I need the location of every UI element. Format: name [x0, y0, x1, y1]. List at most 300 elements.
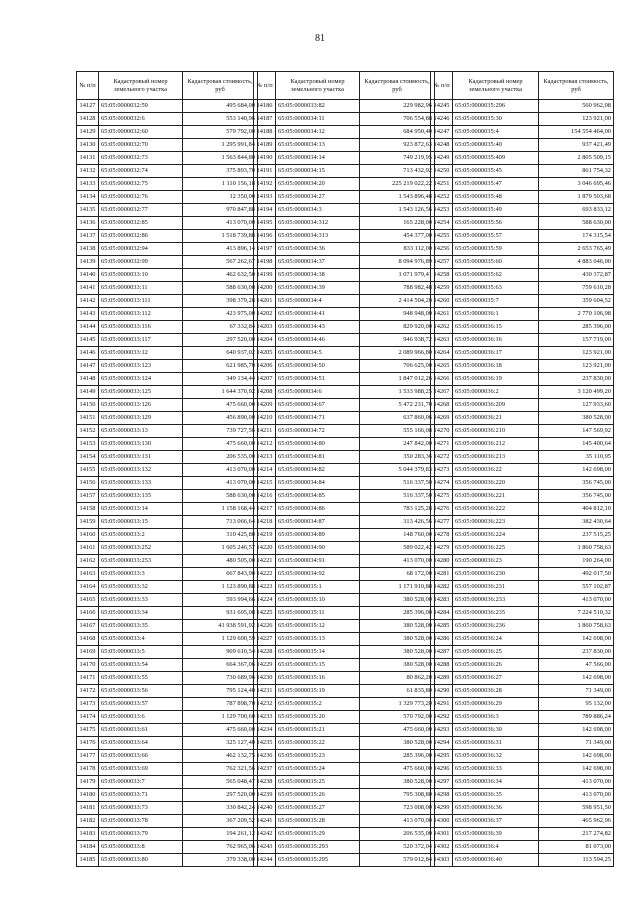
cadastral-number-cell: 65:05:0000036:224	[453, 529, 539, 542]
table-row	[77, 711, 258, 724]
cadastral-value-cell: 380 528,00	[539, 412, 614, 425]
row-number-cell: 14206	[254, 360, 276, 373]
cadastral-number-cell: 65:05:0000035:30	[453, 113, 539, 126]
table-row	[431, 789, 614, 802]
row-number-cell: 14270	[431, 425, 453, 438]
cadastral-value-cell: 174 315,54	[539, 230, 614, 243]
cadastral-value-cell: 285 396,00	[539, 321, 614, 334]
cadastral-number-cell: 65:05:0000033:80	[99, 854, 183, 867]
row-number-cell: 14233	[254, 711, 276, 724]
cadastral-number-cell: 65:05:0000033:56	[99, 685, 183, 698]
row-number-cell: 14141	[77, 282, 99, 295]
table-row	[254, 100, 435, 113]
cadastral-number-cell: 65:05:0000034:71	[276, 412, 360, 425]
row-number-cell: 14132	[77, 165, 99, 178]
cadastral-number-cell: 65:05:0000036:19	[453, 373, 539, 386]
cadastral-value-cell: 113 594,25	[539, 854, 614, 867]
cadastral-value-cell: 413 070,00	[183, 464, 258, 477]
cadastral-value-cell: 325 127,40	[183, 737, 258, 750]
row-number-cell: 14185	[77, 854, 99, 867]
table-row	[77, 672, 258, 685]
cadastral-value-cell: 749 219,95	[360, 152, 435, 165]
row-number-cell: 14264	[431, 347, 453, 360]
cadastral-value-cell: 413 896,14	[183, 243, 258, 256]
header-cadastral-value: Кадастровая стоимость, руб	[183, 72, 258, 100]
row-number-cell: 14284	[431, 607, 453, 620]
cadastral-value-cell: 1 860 758,63	[539, 542, 614, 555]
table-row	[431, 269, 614, 282]
row-number-cell: 14285	[431, 620, 453, 633]
table-row	[431, 230, 614, 243]
row-number-cell: 14174	[77, 711, 99, 724]
row-number-cell: 14138	[77, 243, 99, 256]
table-row	[431, 594, 614, 607]
cadastral-number-cell: 65:05:0000036:3	[453, 711, 539, 724]
cadastral-value-cell: 285 396,00	[360, 607, 435, 620]
row-number-cell: 14162	[77, 555, 99, 568]
cadastral-value-cell: 413 070,00	[539, 776, 614, 789]
table-row	[77, 347, 258, 360]
cadastral-value-cell: 909 610,54	[183, 646, 258, 659]
row-number-cell: 14172	[77, 685, 99, 698]
cadastral-number-cell: 65:05:0000034:91	[276, 555, 360, 568]
table-row	[254, 607, 435, 620]
cadastral-number-cell: 65:05:0000033:4	[99, 633, 183, 646]
table-row	[431, 464, 614, 477]
cadastral-value-cell: 833 112,00	[360, 243, 435, 256]
row-number-cell: 14211	[254, 425, 276, 438]
cadastral-number-cell: 65:05:0000033:12	[99, 347, 183, 360]
cadastral-number-cell: 65:05:0000036:39	[453, 828, 539, 841]
row-number-cell: 14258	[431, 269, 453, 282]
row-number-cell: 14149	[77, 386, 99, 399]
cadastral-number-cell: 65:05:0000035:29	[276, 828, 360, 841]
cadastral-number-cell: 65:05:0000035:293	[276, 841, 360, 854]
table-row	[431, 737, 614, 750]
cadastral-value-cell: 1 879 503,68	[539, 191, 614, 204]
table-row	[77, 581, 258, 594]
cadastral-number-cell: 65:05:0000035:2	[276, 698, 360, 711]
cadastral-value-cell: 462 132,75	[183, 750, 258, 763]
cadastral-value-cell: 560 962,08	[539, 100, 614, 113]
cadastral-value-cell: 142 698,00	[539, 672, 614, 685]
cadastral-value-cell: 206 535,00	[360, 828, 435, 841]
cadastral-value-cell: 123 921,00	[539, 360, 614, 373]
table-row	[77, 828, 258, 841]
row-number-cell: 14145	[77, 334, 99, 347]
cadastral-value-cell: 68 172,00	[360, 568, 435, 581]
row-number-cell: 14298	[431, 789, 453, 802]
cadastral-number-cell: 65:05:0000036:220	[453, 477, 539, 490]
row-number-cell: 14161	[77, 542, 99, 555]
cadastral-number-cell: 65:05:0000034:41	[276, 308, 360, 321]
row-number-cell: 14297	[431, 776, 453, 789]
row-number-cell: 14197	[254, 243, 276, 256]
row-number-cell: 14242	[254, 828, 276, 841]
cadastral-value-cell: 454 377,00	[360, 230, 435, 243]
table-row	[77, 594, 258, 607]
table-row	[431, 633, 614, 646]
cadastral-value-cell: 142 698,00	[539, 724, 614, 737]
cadastral-value-cell: 598 951,50	[539, 802, 614, 815]
row-number-cell: 14167	[77, 620, 99, 633]
cadastral-number-cell: 65:05:0000034:12	[276, 126, 360, 139]
cadastral-value-cell: 553 140,96	[183, 113, 258, 126]
cadastral-number-cell: 65:05:0000036:223	[453, 516, 539, 529]
row-number-cell: 14193	[254, 191, 276, 204]
table-row	[254, 815, 435, 828]
table-row	[77, 165, 258, 178]
row-number-cell: 14204	[254, 334, 276, 347]
cadastral-number-cell: 65:05:0000035:63	[453, 282, 539, 295]
table-row	[254, 659, 435, 672]
row-number-cell: 14255	[431, 230, 453, 243]
cadastral-number-cell: 65:05:0000035:45	[453, 165, 539, 178]
table-row	[254, 295, 435, 308]
table-row	[254, 698, 435, 711]
cadastral-number-cell: 65:05:0000034:84	[276, 477, 360, 490]
row-number-cell: 14192	[254, 178, 276, 191]
cadastral-number-cell: 65:05:0000034:67	[276, 399, 360, 412]
table-row	[254, 646, 435, 659]
table-body	[431, 100, 614, 867]
cadastral-number-cell: 65:05:0000036:35	[453, 789, 539, 802]
cadastral-number-cell: 65:05:0000034:312	[276, 217, 360, 230]
row-number-cell: 14262	[431, 321, 453, 334]
row-number-cell: 14296	[431, 763, 453, 776]
row-number-cell: 14158	[77, 503, 99, 516]
row-number-cell: 14181	[77, 802, 99, 815]
cadastral-number-cell: 65:05:0000034:82	[276, 464, 360, 477]
cadastral-number-cell: 65:05:0000034:92	[276, 568, 360, 581]
table-row	[77, 139, 258, 152]
cadastral-value-cell: 237 830,00	[539, 646, 614, 659]
cadastral-number-cell: 65:05:0000034:85	[276, 490, 360, 503]
table-row	[431, 620, 614, 633]
row-number-cell: 14134	[77, 191, 99, 204]
cadastral-number-cell: 65:05:0000036:221	[453, 490, 539, 503]
cadastral-number-cell: 65:05:0000033:111	[99, 295, 183, 308]
cadastral-number-cell: 65:05:0000032:6	[99, 113, 183, 126]
row-number-cell: 14213	[254, 451, 276, 464]
table-row	[431, 659, 614, 672]
row-number-cell: 14300	[431, 815, 453, 828]
cadastral-value-cell: 1 847 012,26	[360, 373, 435, 386]
table-row	[254, 321, 435, 334]
table-row	[77, 217, 258, 230]
cadastral-number-cell: 65:05:0000034:4	[276, 295, 360, 308]
table-row	[77, 555, 258, 568]
cadastral-number-cell: 65:05:0000035:7	[453, 295, 539, 308]
row-number-cell: 14238	[254, 776, 276, 789]
table-row	[254, 581, 435, 594]
cadastral-value-cell: 588 630,00	[183, 490, 258, 503]
cadastral-number-cell: 65:05:0000034:89	[276, 529, 360, 542]
row-number-cell: 14245	[431, 100, 453, 113]
cadastral-number-cell: 65:05:0000035:22	[276, 737, 360, 750]
cadastral-number-cell: 65:05:0000034:39	[276, 282, 360, 295]
table-row	[254, 347, 435, 360]
cadastral-number-cell: 65:05:0000035:10	[276, 594, 360, 607]
registry-table-1	[76, 71, 258, 867]
cadastral-number-cell: 65:05:0000034:86	[276, 503, 360, 516]
row-number-cell: 14208	[254, 386, 276, 399]
row-number-cell: 14207	[254, 373, 276, 386]
cadastral-value-cell: 330 842,24	[183, 802, 258, 815]
cadastral-number-cell: 65:05:0000036:230	[453, 568, 539, 581]
row-number-cell: 14177	[77, 750, 99, 763]
row-number-cell: 14127	[77, 100, 99, 113]
cadastral-number-cell: 65:05:0000036:16	[453, 334, 539, 347]
row-number-cell: 14236	[254, 750, 276, 763]
table-row	[431, 386, 614, 399]
cadastral-value-cell: 1 563 844,80	[183, 152, 258, 165]
cadastral-value-cell: 413 070,00	[539, 594, 614, 607]
registry-table-2	[253, 71, 435, 867]
table-row	[77, 425, 258, 438]
cadastral-number-cell: 65:05:0000036:18	[453, 360, 539, 373]
row-number-cell: 14283	[431, 594, 453, 607]
table-row	[431, 685, 614, 698]
row-number-cell: 14257	[431, 256, 453, 269]
table-row	[77, 763, 258, 776]
table-row	[254, 776, 435, 789]
table-row	[77, 477, 258, 490]
table-row	[77, 685, 258, 698]
cadastral-number-cell: 65:05:0000035:60	[453, 256, 539, 269]
row-number-cell: 14248	[431, 139, 453, 152]
cadastral-value-cell: 1 129 700,60	[183, 711, 258, 724]
row-number-cell: 14265	[431, 360, 453, 373]
cadastral-number-cell: 65:05:0000036:212	[453, 438, 539, 451]
table-row	[77, 204, 258, 217]
row-number-cell: 14133	[77, 178, 99, 191]
table-row	[254, 126, 435, 139]
cadastral-number-cell: 65:05:0000033:132	[99, 464, 183, 477]
cadastral-value-cell: 1 158 168,44	[183, 503, 258, 516]
row-number-cell: 14225	[254, 607, 276, 620]
cadastral-number-cell: 65:05:0000036:235	[453, 607, 539, 620]
row-number-cell: 14276	[431, 503, 453, 516]
row-number-cell: 14299	[431, 802, 453, 815]
cadastral-number-cell: 65:05:0000033:131	[99, 451, 183, 464]
row-number-cell: 14152	[77, 425, 99, 438]
table-row	[77, 126, 258, 139]
cadastral-value-cell: 1 071 979,41	[360, 269, 435, 282]
cadastral-value-cell: 237 830,00	[539, 373, 614, 386]
cadastral-value-cell: 380 528,00	[360, 737, 435, 750]
cadastral-number-cell: 65:05:0000034:81	[276, 451, 360, 464]
cadastral-value-cell: 413 070,00	[183, 217, 258, 230]
table-row	[431, 815, 614, 828]
cadastral-value-cell: 640 937,02	[183, 347, 258, 360]
table-row	[254, 672, 435, 685]
table-row	[77, 607, 258, 620]
table-row	[77, 386, 258, 399]
cadastral-number-cell: 65:05:0000033:116	[99, 321, 183, 334]
cadastral-value-cell: 931 605,08	[183, 607, 258, 620]
cadastral-value-cell: 41 938 591,92	[183, 620, 258, 633]
cadastral-number-cell: 65:05:0000033:3	[99, 568, 183, 581]
cadastral-number-cell: 65:05:0000036:236	[453, 620, 539, 633]
cadastral-value-cell: 148 760,00	[360, 529, 435, 542]
cadastral-value-cell: 723 008,00	[360, 802, 435, 815]
row-number-cell: 14157	[77, 490, 99, 503]
row-number-cell: 14218	[254, 516, 276, 529]
cadastral-number-cell: 65:05:0000033:126	[99, 399, 183, 412]
cadastral-value-cell: 297 520,00	[183, 334, 258, 347]
table-row	[77, 646, 258, 659]
cadastral-value-cell: 4 883 046,00	[539, 256, 614, 269]
cadastral-value-cell: 5 472 231,70	[360, 399, 435, 412]
table-row	[254, 269, 435, 282]
row-number-cell: 14135	[77, 204, 99, 217]
table-row	[77, 737, 258, 750]
cadastral-value-cell: 555 166,08	[360, 425, 435, 438]
cadastral-value-cell: 3 046 695,46	[539, 178, 614, 191]
cadastral-value-cell: 206 535,00	[183, 451, 258, 464]
cadastral-number-cell: 65:05:0000033:129	[99, 412, 183, 425]
row-number-cell: 14199	[254, 269, 276, 282]
cadastral-number-cell: 65:05:0000035:21	[276, 724, 360, 737]
table-row	[254, 399, 435, 412]
cadastral-value-cell: 621 985,70	[183, 360, 258, 373]
cadastral-number-cell: 65:05:0000036:37	[453, 815, 539, 828]
row-number-cell: 14275	[431, 490, 453, 503]
row-number-cell: 14237	[254, 763, 276, 776]
cadastral-value-cell: 81 073,00	[539, 841, 614, 854]
row-number-cell: 14191	[254, 165, 276, 178]
cadastral-value-cell: 762 321,56	[183, 763, 258, 776]
cadastral-number-cell: 65:05:0000032:73	[99, 152, 183, 165]
row-number-cell: 14196	[254, 230, 276, 243]
header-num: № п/п	[77, 72, 99, 100]
cadastral-number-cell: 65:05:0000035:27	[276, 802, 360, 815]
cadastral-value-cell: 923 872,63	[360, 139, 435, 152]
table-row	[77, 269, 258, 282]
row-number-cell: 14287	[431, 646, 453, 659]
cadastral-number-cell: 65:05:0000035:11	[276, 607, 360, 620]
cadastral-value-cell: 350 283,36	[360, 451, 435, 464]
table-row	[431, 139, 614, 152]
cadastral-number-cell: 65:05:0000036:233	[453, 594, 539, 607]
cadastral-number-cell: 65:05:0000033:11	[99, 282, 183, 295]
cadastral-value-cell: 190 264,00	[539, 555, 614, 568]
row-number-cell: 14274	[431, 477, 453, 490]
table-row	[254, 503, 435, 516]
cadastral-value-cell: 1 518 739,88	[183, 230, 258, 243]
row-number-cell: 14220	[254, 542, 276, 555]
cadastral-number-cell: 65:05:0000032:60	[99, 126, 183, 139]
row-number-cell: 14147	[77, 360, 99, 373]
cadastral-number-cell: 65:05:0000035:59	[453, 243, 539, 256]
cadastral-value-cell: 380 528,00	[360, 594, 435, 607]
cadastral-number-cell: 65:05:0000035:26	[276, 789, 360, 802]
cadastral-number-cell: 65:05:0000035:23	[276, 750, 360, 763]
table-row	[254, 230, 435, 243]
row-number-cell: 14153	[77, 438, 99, 451]
table-row	[77, 776, 258, 789]
table-row	[431, 750, 614, 763]
row-number-cell: 14154	[77, 451, 99, 464]
cadastral-number-cell: 65:05:0000036:22	[453, 464, 539, 477]
cadastral-number-cell: 65:05:0000033:55	[99, 672, 183, 685]
table-row	[254, 633, 435, 646]
cadastral-value-cell: 706 554,88	[360, 113, 435, 126]
row-number-cell: 14137	[77, 230, 99, 243]
cadastral-number-cell: 65:05:0000036:32	[453, 750, 539, 763]
row-number-cell: 14271	[431, 438, 453, 451]
table-row	[77, 373, 258, 386]
table-row	[431, 347, 614, 360]
row-number-cell: 14130	[77, 139, 99, 152]
row-number-cell: 14194	[254, 204, 276, 217]
cadastral-value-cell: 313 426,56	[360, 516, 435, 529]
table-row	[254, 529, 435, 542]
row-number-cell: 14241	[254, 815, 276, 828]
cadastral-number-cell: 65:05:0000036:17	[453, 347, 539, 360]
table-row	[254, 178, 435, 191]
header-num: № п/п	[431, 72, 453, 100]
row-number-cell: 14160	[77, 529, 99, 542]
cadastral-value-cell: 588 630,00	[539, 217, 614, 230]
cadastral-value-cell: 570 792,00	[360, 711, 435, 724]
cadastral-value-cell: 423 975,00	[183, 308, 258, 321]
row-number-cell: 14186	[254, 100, 276, 113]
row-number-cell: 14151	[77, 412, 99, 425]
cadastral-value-cell: 142 698,00	[539, 633, 614, 646]
cadastral-number-cell: 65:05:0000032:94	[99, 243, 183, 256]
cadastral-value-cell: 579 792,00	[183, 126, 258, 139]
table-row	[77, 490, 258, 503]
cadastral-number-cell: 65:05:0000033:35	[99, 620, 183, 633]
cadastral-value-cell: 783 125,28	[360, 503, 435, 516]
table-row	[254, 204, 435, 217]
cadastral-number-cell: 65:05:0000034:13	[276, 139, 360, 152]
row-number-cell: 14202	[254, 308, 276, 321]
cadastral-number-cell: 65:05:0000033:6	[99, 711, 183, 724]
row-number-cell: 14286	[431, 633, 453, 646]
cadastral-number-cell: 65:05:0000033:253	[99, 555, 183, 568]
cadastral-value-cell: 713 066,64	[183, 516, 258, 529]
row-number-cell: 14260	[431, 295, 453, 308]
table-row	[77, 360, 258, 373]
row-number-cell: 14198	[254, 256, 276, 269]
cadastral-number-cell: 65:05:0000036:209	[453, 399, 539, 412]
cadastral-value-cell: 229 982,96	[360, 100, 435, 113]
table-row	[431, 763, 614, 776]
row-number-cell: 14249	[431, 152, 453, 165]
cadastral-number-cell: 65:05:0000036:210	[453, 425, 539, 438]
cadastral-number-cell: 65:05:0000033:71	[99, 789, 183, 802]
cadastral-value-cell: 829 920,00	[360, 321, 435, 334]
row-number-cell: 14253	[431, 204, 453, 217]
cadastral-value-cell: 367 209,52	[183, 815, 258, 828]
cadastral-number-cell: 65:05:0000033:33	[99, 594, 183, 607]
table-row	[431, 191, 614, 204]
table-row	[254, 711, 435, 724]
cadastral-number-cell: 65:05:0000034:37	[276, 256, 360, 269]
table-row	[254, 802, 435, 815]
row-number-cell: 14239	[254, 789, 276, 802]
table-row	[431, 282, 614, 295]
table-row	[254, 386, 435, 399]
cadastral-value-cell: 516 337,50	[360, 477, 435, 490]
cadastral-number-cell: 65:05:0000036:231	[453, 581, 539, 594]
table-row	[254, 373, 435, 386]
cadastral-number-cell: 65:05:0000036:23	[453, 555, 539, 568]
cadastral-value-cell: 795 124,40	[183, 685, 258, 698]
